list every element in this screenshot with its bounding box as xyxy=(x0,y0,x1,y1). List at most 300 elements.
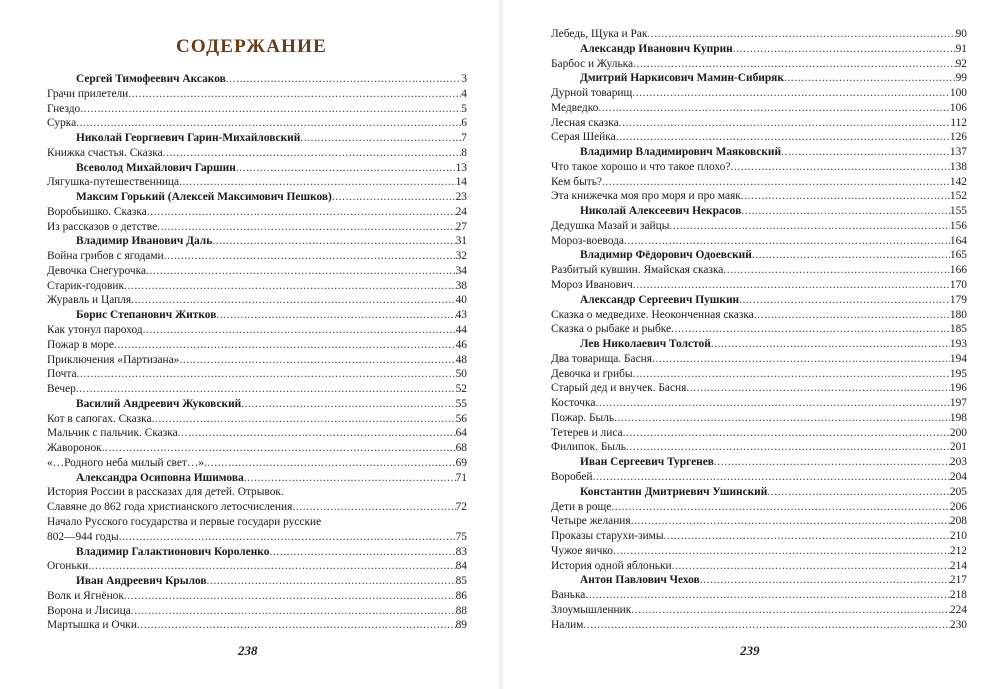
dot-leader xyxy=(269,545,455,560)
entry-page-number: 205 xyxy=(949,485,967,498)
entry-page-number: 137 xyxy=(949,146,967,159)
entry-title: Ванька xyxy=(551,589,586,602)
dot-leader xyxy=(723,263,950,278)
entry-page-number: 13 xyxy=(455,161,467,174)
author-name: Иван Андреевич Крылов xyxy=(76,575,207,588)
toc-entry xyxy=(47,293,467,308)
entry-page-number: 212 xyxy=(949,544,967,557)
entry-title: Проказы старухи-зимы xyxy=(551,530,664,543)
toc-list-right xyxy=(551,27,967,632)
author-name: Николай Георгиевич Гарин-Михайловский xyxy=(76,132,301,145)
entry-page-number: 6 xyxy=(461,117,467,130)
toc-author-heading xyxy=(551,204,967,219)
dot-leader xyxy=(633,278,950,293)
dot-leader xyxy=(613,544,950,559)
entry-title: Эта книжечка моя про моря и про маяк xyxy=(551,190,741,203)
entry-page-number: 156 xyxy=(949,219,967,232)
toc-entry xyxy=(551,219,967,234)
toc-entry xyxy=(47,485,467,500)
entry-title: Кем быть? xyxy=(551,175,602,188)
toc-entry xyxy=(47,618,467,633)
entry-page-number: 100 xyxy=(949,87,967,100)
toc-entry xyxy=(551,352,967,367)
dot-leader xyxy=(178,426,456,441)
toc-entry xyxy=(47,456,467,471)
dot-leader xyxy=(686,381,950,396)
dot-leader xyxy=(241,397,455,412)
entry-title: Славяне до 862 года христианского летосчисления xyxy=(47,501,293,514)
entry-title: «…Родного неба милый свет…» xyxy=(47,456,204,469)
toc-entry xyxy=(551,544,967,559)
toc-entry xyxy=(551,130,967,145)
entry-page-number: 31 xyxy=(455,235,467,248)
entry-page-number: 112 xyxy=(950,116,967,129)
toc-entry xyxy=(551,322,967,337)
dot-leader xyxy=(124,279,456,294)
entry-title: Сурка xyxy=(47,117,77,130)
entry-title: Книжка счастья. Сказка xyxy=(47,146,163,159)
entry-page-number: 72 xyxy=(455,501,467,514)
author-name: Владимир Галактионович Короленко xyxy=(76,545,270,558)
dot-leader xyxy=(102,441,456,456)
toc-entry xyxy=(47,426,467,441)
entry-title: История России в рассказах для детей. Отрывок. xyxy=(47,486,284,499)
dot-leader xyxy=(619,116,951,131)
toc-entry xyxy=(47,175,467,190)
entry-page-number: 165 xyxy=(949,249,967,262)
entry-title: Медведко xyxy=(551,101,599,114)
toc-entry xyxy=(47,353,467,368)
toc-list-left xyxy=(47,72,467,633)
entry-title: Пожар. Быль xyxy=(551,411,615,424)
toc-entry xyxy=(551,27,967,42)
entry-page-number: 83 xyxy=(455,545,467,558)
entry-page-number: 170 xyxy=(949,279,967,292)
entry-title: Ворона и Лисица xyxy=(47,604,131,617)
dot-leader xyxy=(754,308,950,323)
dot-leader xyxy=(602,175,950,190)
dot-leader xyxy=(585,588,950,603)
entry-title: Разбитый кувшин. Ямайская сказка xyxy=(551,264,724,277)
entry-page-number: 84 xyxy=(455,560,467,573)
entry-page-number: 126 xyxy=(949,131,967,144)
entry-title: Жаворонок xyxy=(47,442,102,455)
dot-leader xyxy=(128,87,461,102)
author-name: Николай Алексеевич Некрасов xyxy=(580,205,742,218)
entry-page-number: 99 xyxy=(955,72,967,85)
entry-page-number: 5 xyxy=(461,102,467,115)
entry-title: Два товарища. Басня xyxy=(551,352,653,365)
entry-page-number: 75 xyxy=(455,530,467,543)
author-name: Иван Сергеевич Тургенев xyxy=(580,456,714,469)
entry-title: Что такое хорошо и что такое плохо? xyxy=(551,160,731,173)
entry-page-number: 218 xyxy=(949,589,967,602)
entry-page-number: 224 xyxy=(949,603,967,616)
dot-leader xyxy=(179,175,456,190)
dot-leader xyxy=(700,573,950,588)
entry-page-number: 3 xyxy=(461,73,467,85)
dot-leader xyxy=(781,145,950,160)
author-name: Лев Николаевич Толстой xyxy=(580,338,711,351)
entry-page-number: 201 xyxy=(949,441,967,454)
author-name: Борис Степанович Житков xyxy=(76,309,217,322)
entry-title: Сказка о медведихе. Неоконченная сказка xyxy=(551,308,754,321)
entry-page-number: 88 xyxy=(455,604,467,617)
toc-entry xyxy=(551,86,967,101)
toc-entry xyxy=(551,411,967,426)
entry-title: Грачи прилетели xyxy=(47,87,129,100)
right-page xyxy=(551,0,967,689)
toc-entry xyxy=(551,470,967,485)
entry-title: Чужое яичко xyxy=(551,544,613,557)
page-number-left: 238 xyxy=(238,643,258,658)
dot-leader xyxy=(711,337,950,352)
dot-leader xyxy=(332,190,456,205)
dot-leader xyxy=(131,293,455,308)
dot-leader xyxy=(244,471,456,486)
dot-leader xyxy=(714,455,950,470)
dot-leader xyxy=(300,131,461,146)
toc-author-heading xyxy=(551,293,967,308)
entry-title: Начало Русского государства и первые государи русские xyxy=(47,515,322,528)
entry-page-number: 197 xyxy=(949,397,967,410)
entry-title: 802—944 годы xyxy=(47,530,119,543)
entry-page-number: 56 xyxy=(455,412,467,425)
entry-title: Серая Шейка xyxy=(551,131,616,144)
toc-entry xyxy=(551,618,967,633)
toc-author-heading xyxy=(47,308,467,323)
dot-leader xyxy=(164,249,456,264)
entry-page-number: 32 xyxy=(455,250,467,263)
entry-page-number: 64 xyxy=(455,427,467,440)
dot-leader xyxy=(784,71,956,86)
entry-page-number: 142 xyxy=(949,175,967,188)
dot-leader xyxy=(143,323,456,338)
entry-page-number: 23 xyxy=(455,191,467,204)
entry-page-number: 7 xyxy=(461,132,467,145)
entry-title: Приключения «Партизана» xyxy=(47,353,180,366)
toc-entry xyxy=(551,175,967,190)
entry-title: Тетерев и лиса xyxy=(551,426,623,439)
entry-page-number: 69 xyxy=(455,456,467,469)
toc-entry xyxy=(47,515,467,530)
entry-title: Как утонул пароход xyxy=(47,324,143,337)
toc-entry xyxy=(47,220,467,235)
author-name: Дмитрий Наркисович Мамин-Сибиряк xyxy=(580,72,784,85)
author-name: Александр Сергеевич Пушкин xyxy=(580,293,740,306)
entry-page-number: 43 xyxy=(455,309,467,322)
entry-page-number: 208 xyxy=(949,515,967,528)
entry-title: Лягушка-путешественница xyxy=(47,176,180,189)
entry-page-number: 85 xyxy=(455,575,467,588)
entry-page-number: 206 xyxy=(949,500,967,513)
toc-entry xyxy=(551,263,967,278)
dot-leader xyxy=(592,470,949,485)
toc-entry xyxy=(47,116,467,131)
dot-leader xyxy=(137,618,456,633)
dot-leader xyxy=(119,530,456,545)
toc-author-heading xyxy=(47,574,467,589)
toc-entry xyxy=(551,367,967,382)
dot-leader xyxy=(671,322,950,337)
toc-entry xyxy=(47,589,467,604)
entry-page-number: 40 xyxy=(455,294,467,307)
entry-title: Гнездо xyxy=(47,102,81,115)
toc-author-heading xyxy=(551,337,967,352)
toc-entry xyxy=(551,529,967,544)
entry-page-number: 214 xyxy=(949,559,967,572)
entry-page-number: 164 xyxy=(949,234,967,247)
dot-leader xyxy=(598,101,950,116)
toc-author-heading xyxy=(551,248,967,263)
entry-page-number: 4 xyxy=(461,87,467,100)
toc-author-heading xyxy=(47,545,467,560)
dot-leader xyxy=(664,529,950,544)
toc-author-heading xyxy=(47,397,467,412)
dot-leader xyxy=(632,86,950,101)
toc-author-heading xyxy=(47,161,467,176)
dot-leader xyxy=(595,396,949,411)
toc-entry xyxy=(47,382,467,397)
dot-leader xyxy=(76,116,461,131)
entry-page-number: 152 xyxy=(949,190,967,203)
entry-page-number: 217 xyxy=(949,574,967,587)
dot-leader xyxy=(733,42,956,57)
dot-leader xyxy=(152,412,456,427)
toc-entry xyxy=(551,603,967,618)
entry-page-number: 230 xyxy=(949,618,967,631)
entry-page-number: 46 xyxy=(455,338,467,351)
entry-page-number: 210 xyxy=(949,530,967,543)
dot-leader xyxy=(216,308,455,323)
entry-page-number: 196 xyxy=(949,382,967,395)
entry-page-number: 91 xyxy=(955,42,967,55)
toc-entry xyxy=(47,604,467,619)
author-name: Владимир Фёдорович Одоевский xyxy=(580,249,752,262)
dot-leader xyxy=(583,618,950,633)
dot-leader xyxy=(626,440,950,455)
author-name: Владимир Иванович Даль xyxy=(76,235,213,248)
dot-leader xyxy=(767,485,950,500)
entry-title: Сказка о рыбаке и рыбке xyxy=(551,323,672,336)
toc-title: СОДЕРЖАНИЕ xyxy=(176,36,327,57)
dot-leader xyxy=(633,57,956,72)
dot-leader xyxy=(157,220,455,235)
toc-entry xyxy=(551,189,967,204)
toc-entry xyxy=(551,381,967,396)
page-number-right: 239 xyxy=(740,643,760,658)
toc-entry xyxy=(47,338,467,353)
entry-page-number: 14 xyxy=(455,176,467,189)
dot-leader xyxy=(631,603,950,618)
entry-title: Старый дед и внучек. Басня xyxy=(551,382,687,395)
toc-entry xyxy=(551,500,967,515)
entry-title: Воробей xyxy=(551,470,593,483)
dot-leader xyxy=(163,146,462,161)
toc-entry xyxy=(47,87,467,102)
book-gutter xyxy=(498,0,504,689)
entry-title: Лесная сказка xyxy=(551,116,619,129)
dot-leader xyxy=(204,456,456,471)
entry-title: История одной яблоньки xyxy=(551,559,672,572)
dot-leader xyxy=(752,248,950,263)
dot-leader xyxy=(207,574,456,589)
entry-title: Из рассказов о детстве xyxy=(47,220,158,233)
author-name: Василий Андреевич Жуковский xyxy=(76,397,242,410)
toc-entry xyxy=(47,249,467,264)
entry-page-number: 24 xyxy=(455,205,467,218)
entry-title: Мартышка и Очки xyxy=(47,619,137,632)
toc-entry xyxy=(551,426,967,441)
entry-page-number: 194 xyxy=(949,352,967,365)
entry-title: Пожар в море xyxy=(47,338,114,351)
toc-author-heading xyxy=(47,131,467,146)
author-name: Александра Осиповна Ишимова xyxy=(76,471,244,484)
dot-leader xyxy=(739,293,950,308)
dot-leader xyxy=(672,559,950,574)
entry-page-number: 166 xyxy=(949,264,967,277)
toc-entry xyxy=(47,530,467,545)
author-name: Максим Горький (Алексей Максимович Пешков) xyxy=(76,191,332,204)
entry-title: Мороз-воевода xyxy=(551,234,624,247)
toc-entry xyxy=(551,559,967,574)
author-name: Сергей Тимофеевич Аксаков xyxy=(76,73,226,85)
entry-title: Огоньки xyxy=(47,560,89,573)
dot-leader xyxy=(647,27,955,42)
entry-page-number: 200 xyxy=(949,426,967,439)
toc-author-heading xyxy=(551,71,967,86)
dot-leader xyxy=(730,160,949,175)
toc-entry xyxy=(551,396,967,411)
dot-leader xyxy=(623,426,950,441)
entry-title: Волк и Ягнёнок xyxy=(47,589,124,602)
toc-entry xyxy=(47,279,467,294)
entry-page-number: 86 xyxy=(455,589,467,602)
left-page xyxy=(47,0,467,689)
toc-author-heading xyxy=(551,42,967,57)
entry-title: Почта xyxy=(47,368,77,381)
dot-leader xyxy=(88,559,455,574)
entry-title: Дедушка Мазай и зайцы xyxy=(551,219,670,232)
entry-page-number: 204 xyxy=(949,470,967,483)
entry-page-number: 198 xyxy=(949,411,967,424)
toc-author-heading xyxy=(47,72,467,87)
entry-page-number: 185 xyxy=(949,323,967,336)
toc-entry xyxy=(47,102,467,117)
toc-author-heading xyxy=(47,234,467,249)
entry-title: Вечер xyxy=(47,383,76,396)
entry-title: Воробьишко. Сказка xyxy=(47,205,147,218)
dot-leader xyxy=(741,189,950,204)
dot-leader xyxy=(669,219,950,234)
dot-leader xyxy=(614,411,950,426)
dot-leader xyxy=(611,500,950,515)
dot-leader xyxy=(80,102,461,117)
entry-title: Мороз Иванович xyxy=(551,279,633,292)
entry-page-number: 52 xyxy=(455,383,467,396)
toc-entry xyxy=(551,514,967,529)
toc-author-heading xyxy=(551,485,967,500)
dot-leader xyxy=(652,352,950,367)
toc-author-heading xyxy=(551,455,967,470)
dot-leader xyxy=(226,72,462,87)
dot-leader xyxy=(236,161,456,176)
dot-leader xyxy=(624,234,950,249)
entry-page-number: 44 xyxy=(455,324,467,337)
entry-page-number: 106 xyxy=(949,101,967,114)
dot-leader xyxy=(616,130,950,145)
toc-entry xyxy=(551,116,967,131)
entry-page-number: 55 xyxy=(455,397,467,410)
dot-leader xyxy=(212,234,455,249)
author-name: Антон Павлович Чехов xyxy=(580,574,700,587)
entry-title: Налим xyxy=(551,618,584,631)
dot-leader xyxy=(146,264,456,279)
entry-title: Дети в роще xyxy=(551,500,612,513)
entry-page-number: 203 xyxy=(949,456,967,469)
entry-page-number: 195 xyxy=(949,367,967,380)
entry-title: Девочка и грибы xyxy=(551,367,633,380)
author-name: Александр Иванович Куприн xyxy=(580,42,733,55)
entry-page-number: 50 xyxy=(455,368,467,381)
entry-page-number: 8 xyxy=(461,146,467,159)
dot-leader xyxy=(124,589,456,604)
dot-leader xyxy=(741,204,950,219)
entry-page-number: 38 xyxy=(455,279,467,292)
toc-author-heading xyxy=(47,471,467,486)
entry-title: Лебедь, Щука и Рак xyxy=(551,28,648,40)
entry-title: Барбос и Жулька xyxy=(551,57,634,70)
dot-leader xyxy=(633,367,950,382)
entry-title: Кот в сапогах. Сказка xyxy=(47,412,152,425)
toc-author-heading xyxy=(551,573,967,588)
dot-leader xyxy=(131,604,456,619)
toc-author-heading xyxy=(47,190,467,205)
toc-entry xyxy=(551,234,967,249)
entry-title: Мальчик с пальчик. Сказка xyxy=(47,427,178,440)
toc-entry xyxy=(47,323,467,338)
dot-leader xyxy=(114,338,456,353)
toc-entry xyxy=(551,57,967,72)
entry-page-number: 193 xyxy=(949,338,967,351)
entry-page-number: 180 xyxy=(949,308,967,321)
toc-author-heading xyxy=(551,145,967,160)
entry-title: Дурной товарищ xyxy=(551,87,633,100)
toc-entry xyxy=(551,440,967,455)
toc-entry xyxy=(551,278,967,293)
toc-entry xyxy=(47,146,467,161)
entry-page-number: 48 xyxy=(455,353,467,366)
toc-entry xyxy=(47,441,467,456)
toc-entry xyxy=(551,101,967,116)
entry-title: Старик-годовик xyxy=(47,279,124,292)
dot-leader xyxy=(76,382,456,397)
entry-page-number: 92 xyxy=(955,57,967,70)
entry-page-number: 71 xyxy=(455,471,467,484)
toc-entry xyxy=(47,264,467,279)
dot-leader xyxy=(179,353,455,368)
toc-entry xyxy=(47,367,467,382)
entry-title: Косточка xyxy=(551,397,596,410)
author-name: Всеволод Михайлович Гаршин xyxy=(76,161,236,174)
toc-entry xyxy=(47,559,467,574)
dot-leader xyxy=(631,514,950,529)
entry-title: Злоумышленник xyxy=(551,603,632,616)
entry-page-number: 138 xyxy=(949,160,967,173)
entry-page-number: 89 xyxy=(455,619,467,632)
toc-entry xyxy=(47,412,467,427)
toc-entry xyxy=(551,588,967,603)
